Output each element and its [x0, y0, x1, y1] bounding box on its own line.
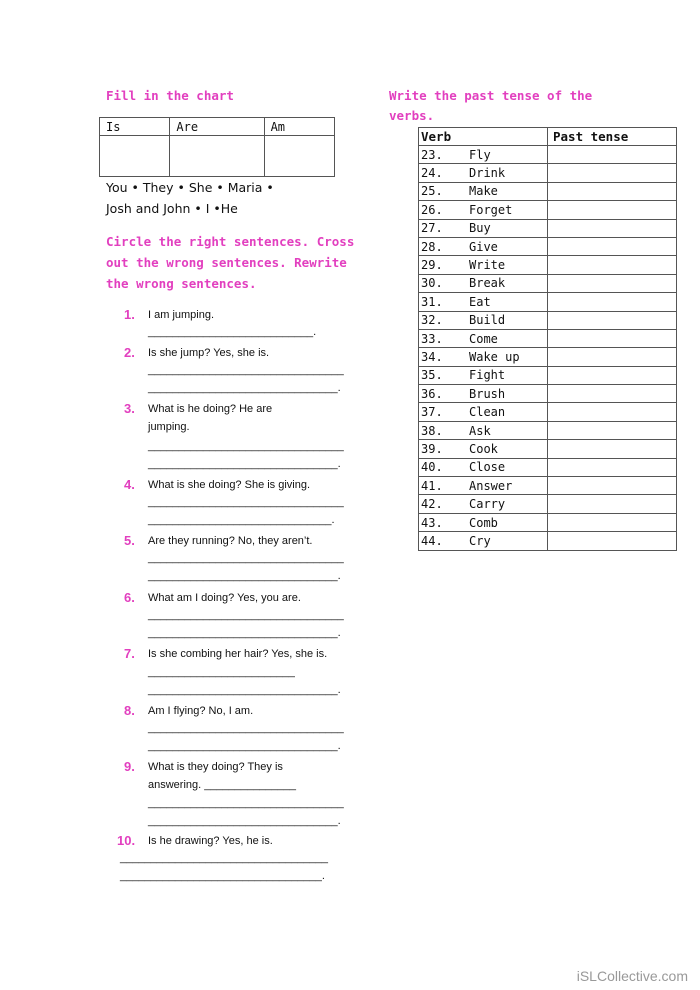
- verb-row: [419, 403, 677, 421]
- verb-word: Carry: [469, 497, 506, 512]
- verb-word: Eat: [469, 294, 491, 309]
- verb-cell: [419, 146, 548, 164]
- verb-row: [419, 146, 677, 164]
- answer-line[interactable]: _______________________________.: [148, 627, 341, 639]
- answer-line[interactable]: ________________________________: [148, 797, 344, 809]
- verb-number: 29.: [421, 258, 443, 273]
- answer-line[interactable]: ______________________________.: [148, 514, 335, 526]
- item-number: 5.: [124, 533, 135, 548]
- past-tense-answer-cell[interactable]: [548, 164, 677, 182]
- past-tense-answer-cell[interactable]: [548, 532, 677, 550]
- verb-word: Fly: [469, 147, 491, 162]
- answer-line[interactable]: _______________________________.: [148, 382, 341, 394]
- answer-line[interactable]: ________________________________: [148, 609, 344, 621]
- past-tense-answer-cell[interactable]: [548, 237, 677, 255]
- item-number: 7.: [124, 646, 135, 661]
- past-tense-answer-cell[interactable]: [548, 513, 677, 531]
- verb-number: 25.: [421, 184, 443, 199]
- verb-cell: [419, 366, 548, 384]
- verb-word: Fight: [469, 368, 506, 383]
- verb-row: [419, 421, 677, 439]
- verb-cell: [419, 329, 548, 347]
- verb-cell: [419, 293, 548, 311]
- verb-column-header: Verb: [419, 128, 548, 146]
- past-tense-answer-cell[interactable]: [548, 366, 677, 384]
- verb-word: Brush: [469, 386, 506, 401]
- instructions-line1: Circle the right sentences. Cross: [106, 234, 355, 249]
- pronoun-chart: [99, 117, 335, 177]
- past-tense-answer-cell[interactable]: [548, 495, 677, 513]
- past-tense-answer-cell[interactable]: [548, 146, 677, 164]
- verb-row: [419, 293, 677, 311]
- answer-line[interactable]: ________________________________: [148, 722, 344, 734]
- verb-word: Come: [469, 331, 498, 346]
- item-number: 2.: [124, 345, 135, 360]
- verb-word: Cook: [469, 441, 498, 456]
- verb-number: 24.: [421, 166, 443, 181]
- verb-word: Wake up: [469, 349, 520, 364]
- verb-row: [419, 329, 677, 347]
- item-number: 1.: [124, 307, 135, 322]
- verb-cell: [419, 237, 548, 255]
- verb-word: Close: [469, 460, 506, 475]
- fill-chart-title: Fill in the chart: [106, 88, 234, 103]
- verb-row: [419, 477, 677, 495]
- verb-cell: [419, 477, 548, 495]
- past-tense-answer-cell[interactable]: [548, 256, 677, 274]
- verb-row: [419, 219, 677, 237]
- verb-row: [419, 201, 677, 219]
- verb-cell: [419, 348, 548, 366]
- verb-word: Drink: [469, 166, 506, 181]
- verb-number: 30.: [421, 276, 443, 291]
- instructions-line3: the wrong sentences.: [106, 276, 257, 291]
- verb-cell: [419, 256, 548, 274]
- past-tense-answer-cell[interactable]: [548, 329, 677, 347]
- item-sentence: What is he doing? He are jumping.: [148, 403, 273, 433]
- verb-cell: [419, 458, 548, 476]
- answer-line[interactable]: ________________________________: [148, 552, 344, 564]
- past-tense-answer-cell[interactable]: [548, 182, 677, 200]
- verb-number: 42.: [421, 497, 443, 512]
- item-number: 8.: [124, 703, 135, 718]
- verb-word: Break: [469, 276, 506, 291]
- verb-row: [419, 274, 677, 292]
- answer-line[interactable]: ________________________________: [148, 364, 344, 376]
- verb-number: 31.: [421, 294, 443, 309]
- verb-word: Cry: [469, 533, 491, 548]
- verb-cell: [419, 495, 548, 513]
- past-tense-answer-cell[interactable]: [548, 293, 677, 311]
- item-number: 4.: [124, 477, 135, 492]
- answer-line[interactable]: _________________________________.: [120, 870, 325, 882]
- verb-word: Give: [469, 239, 498, 254]
- chart-cell-is[interactable]: [100, 136, 170, 177]
- verb-number: 43.: [421, 515, 443, 530]
- verb-row: [419, 182, 677, 200]
- site-watermark: iSLCollective.com: [576, 968, 688, 984]
- verb-cell: [419, 385, 548, 403]
- verb-number: 33.: [421, 331, 443, 346]
- verb-row: [419, 458, 677, 476]
- past-tense-answer-cell[interactable]: [548, 348, 677, 366]
- verb-cell: [419, 182, 548, 200]
- item-sentence: Is he drawing? Yes, he is.: [148, 835, 273, 847]
- answer-line[interactable]: _______________________________.: [148, 684, 341, 696]
- item-number: 6.: [124, 590, 135, 605]
- past-tense-answer-cell[interactable]: [548, 274, 677, 292]
- pronoun-list-line1: You • They • She • Maria •: [106, 180, 274, 195]
- verb-number: 34.: [421, 349, 443, 364]
- verb-table: [418, 127, 677, 551]
- verb-row: [419, 366, 677, 384]
- past-tense-title-line2: verbs.: [389, 108, 435, 123]
- answer-line[interactable]: _______________________________.: [148, 570, 341, 582]
- answer-line[interactable]: _______________________________.: [148, 458, 341, 470]
- item-sentence: Am I flying? No, I am.: [148, 705, 254, 717]
- verb-row: [419, 495, 677, 513]
- past-tense-answer-cell[interactable]: [548, 477, 677, 495]
- verb-cell: [419, 513, 548, 531]
- verb-cell: [419, 219, 548, 237]
- verb-cell: [419, 403, 548, 421]
- chart-header-am: Am: [264, 118, 334, 136]
- answer-line[interactable]: ___________________________.: [148, 326, 317, 338]
- verb-word: Buy: [469, 221, 491, 236]
- instructions-line2: out the wrong sentences. Rewrite: [106, 255, 347, 270]
- item-number: 3.: [124, 401, 135, 416]
- verb-number: 39.: [421, 441, 443, 456]
- verb-cell: [419, 274, 548, 292]
- verb-number: 32.: [421, 313, 443, 328]
- chart-header-is: Is: [100, 118, 170, 136]
- chart-header-are: Are: [170, 118, 264, 136]
- verb-number: 23.: [421, 147, 443, 162]
- verb-number: 38.: [421, 423, 443, 438]
- verb-word: Make: [469, 184, 498, 199]
- chart-cell-am[interactable]: [264, 136, 334, 177]
- answer-line[interactable]: ________________________________: [148, 440, 344, 452]
- past-tense-answer-cell[interactable]: [548, 403, 677, 421]
- verb-row: [419, 237, 677, 255]
- item-sentence: What am I doing? Yes, you are.: [148, 592, 301, 604]
- verb-cell: [419, 201, 548, 219]
- past-tense-title-line1: Write the past tense of the: [389, 88, 593, 103]
- item-number: 9.: [124, 759, 135, 774]
- verb-number: 40.: [421, 460, 443, 475]
- verb-cell: [419, 164, 548, 182]
- verb-word: Clean: [469, 405, 506, 420]
- verb-cell: [419, 421, 548, 439]
- verb-row: [419, 256, 677, 274]
- item-sentence: What is they doing? They is answering. _______________: [148, 761, 297, 791]
- verb-word: Write: [469, 258, 506, 273]
- verb-row: [419, 513, 677, 531]
- answer-line[interactable]: _______________________________.: [148, 740, 341, 752]
- item-sentence: Are they running? No, they aren’t.: [148, 535, 313, 547]
- verb-word: Answer: [469, 478, 513, 493]
- past-tense-answer-cell[interactable]: [548, 421, 677, 439]
- verb-cell: [419, 532, 548, 550]
- verb-row: [419, 311, 677, 329]
- item-sentence: I am jumping.: [148, 309, 215, 321]
- verb-number: 41.: [421, 478, 443, 493]
- verb-word: Ask: [469, 423, 491, 438]
- past-tense-answer-cell[interactable]: [548, 440, 677, 458]
- verb-number: 35.: [421, 368, 443, 383]
- answer-line[interactable]: _______________________________.: [148, 815, 341, 827]
- verb-word: Build: [469, 313, 506, 328]
- past-tense-answer-cell[interactable]: [548, 311, 677, 329]
- verb-number: 44.: [421, 533, 443, 548]
- answer-line[interactable]: ________________________________: [148, 496, 344, 508]
- verb-number: 27.: [421, 221, 443, 236]
- answer-line[interactable]: __________________________________: [120, 852, 329, 864]
- verb-row: [419, 385, 677, 403]
- item-sentence: Is she jump? Yes, she is.: [148, 347, 270, 359]
- item-sentence: What is she doing? She is giving.: [148, 479, 311, 491]
- item-number: 10.: [117, 833, 136, 848]
- verb-number: 37.: [421, 405, 443, 420]
- verb-cell: [419, 440, 548, 458]
- verb-cell: [419, 311, 548, 329]
- verb-number: 26.: [421, 202, 443, 217]
- past-tense-answer-cell[interactable]: [548, 385, 677, 403]
- verb-row: [419, 440, 677, 458]
- verb-row: [419, 348, 677, 366]
- verb-word: Comb: [469, 515, 498, 530]
- chart-cell-are[interactable]: [170, 136, 264, 177]
- past-tense-answer-cell[interactable]: [548, 458, 677, 476]
- item-sentence: Is she combing her hair? Yes, she is. ________________________: [148, 648, 328, 678]
- past-tense-answer-cell[interactable]: [548, 219, 677, 237]
- past-tense-column-header: Past tense: [548, 128, 677, 146]
- verb-number: 28.: [421, 239, 443, 254]
- verb-row: [419, 532, 677, 550]
- pronoun-list-line2: Josh and John • I •He: [106, 201, 238, 216]
- past-tense-answer-cell[interactable]: [548, 201, 677, 219]
- verb-word: Forget: [469, 202, 513, 217]
- verb-row: [419, 164, 677, 182]
- verb-number: 36.: [421, 386, 443, 401]
